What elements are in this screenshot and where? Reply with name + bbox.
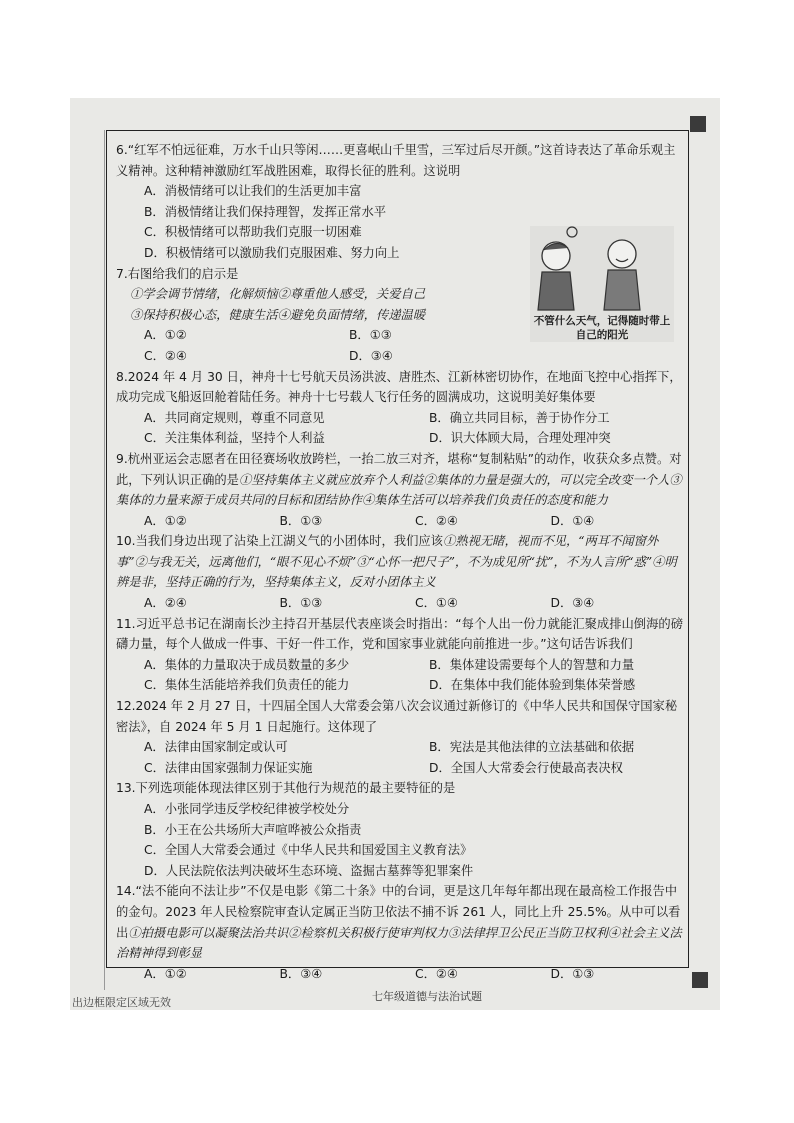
question-7 bbox=[116, 264, 526, 367]
option-d: D．全国人大常委会行使最高表决权 bbox=[429, 760, 623, 775]
option-b: B．集体建设需要每个人的智慧和力量 bbox=[429, 657, 635, 672]
option-a: A．②④ bbox=[144, 596, 187, 611]
option-row bbox=[116, 593, 686, 614]
question-stem: 13.下列选项能体现法律区别于其他行为规范的最主要特征的是 bbox=[116, 781, 456, 796]
page-footer: 七年级道德与法治试题 bbox=[372, 990, 482, 1003]
question-12 bbox=[116, 696, 686, 778]
option-c: C．集体生活能培养我们负责任的能力 bbox=[144, 678, 350, 693]
option-d: D．人民法院依法判决破坏生态环境、盗掘古墓葬等犯罪案件 bbox=[144, 863, 474, 878]
question-stem bbox=[116, 449, 686, 511]
option-a: A．①② bbox=[144, 328, 187, 343]
option-row bbox=[116, 428, 686, 449]
cartoon-figures bbox=[530, 226, 674, 314]
option-a: A．消极情绪可以让我们的生活更加丰富 bbox=[144, 184, 362, 199]
option-c: C．②④ bbox=[144, 348, 187, 363]
stem-text: 10.当我们身边出现了沾染上江湖义气的小团体时，我们应该 bbox=[116, 534, 443, 549]
registration-mark-top bbox=[690, 116, 706, 132]
option-row bbox=[116, 511, 686, 532]
option-b: B．①③ bbox=[279, 596, 323, 611]
option-row bbox=[116, 964, 686, 985]
option-row bbox=[116, 325, 526, 346]
sun-icon bbox=[567, 227, 577, 237]
option-d: D．①③ bbox=[550, 966, 595, 981]
option-b: B．①③ bbox=[349, 328, 392, 343]
option-b: B．小王在公共场所大声喧哗被公众指责 bbox=[144, 822, 362, 837]
option-c: C．全国人大常委会通过《中华人民共和国爱国主义教育法》 bbox=[144, 843, 473, 858]
option-a: A．共同商定规则，尊重不同意见 bbox=[144, 410, 325, 425]
figure-body bbox=[604, 270, 640, 310]
question-11 bbox=[116, 614, 686, 696]
option-d: D．③④ bbox=[550, 596, 595, 611]
question-9 bbox=[116, 449, 686, 531]
option-d: D．积极情绪可以激励我们克服困难、努力向上 bbox=[144, 245, 400, 260]
option-b: B．消极情绪让我们保持理智，发挥正常水平 bbox=[144, 204, 387, 219]
stem-text: 9.杭州亚运会志愿者在田径赛场收放跨栏，一抬二放三对齐，堪称“复制粘贴”的动作，收获众多点赞。对此，下列认识正确的是 bbox=[116, 451, 682, 487]
option-a: A．法律由国家制定或认可 bbox=[144, 740, 288, 755]
option-row bbox=[116, 408, 686, 429]
option-row bbox=[116, 737, 686, 758]
option-a: A．①② bbox=[144, 513, 187, 528]
option-b: B．①③ bbox=[279, 513, 323, 528]
stem-text: 14.“法不能向不法让步”不仅是电影《第二十条》中的台词，更是这几年每年都出现在最高检工作报告中的金句。2023 年人民检察院审查认定属正当防卫依法不捕不诉 261 人，同比上升 25.5%。从中可以看出 bbox=[116, 884, 681, 940]
option-b: B．③④ bbox=[279, 966, 323, 981]
option-b: B．确立共同目标，善于协作分工 bbox=[429, 410, 610, 425]
question-10 bbox=[116, 531, 686, 613]
option-c: C．②④ bbox=[415, 513, 458, 528]
question-stem: 12.2024 年 2 月 27 日，十四届全国人大常委会第八次会议通过新修订的《中华人民共和国保守国家秘密法》，自 2024 年 5 月 1 日起施行。这体现了 bbox=[116, 699, 678, 734]
question-8 bbox=[116, 367, 686, 449]
option-c: C．法律由国家强制力保证实施 bbox=[144, 760, 313, 775]
option-c: C．②④ bbox=[415, 966, 458, 981]
option-c: C．积极情绪可以帮助我们克服一切困难 bbox=[144, 225, 362, 240]
option-row bbox=[116, 675, 686, 696]
question-stem: 8.2024 年 4 月 30 日，神舟十七号航天员汤洪波、唐胜杰、江新林密切协作，在地面飞控中心指挥下，成功完成飞船返回舱着陆任务。神舟十七号载人飞行任务的圆满成功，这说明美好集体要 bbox=[116, 369, 682, 405]
option-d: D．①④ bbox=[550, 513, 595, 528]
option-row bbox=[116, 655, 686, 676]
option-row bbox=[116, 758, 686, 779]
statements: ①坚持集体主义就应放弃个人利益②集体的力量是强大的，可以完全改变一个人③集体的力量来源于成员共同的目标和团结协作④集体生活可以培养我们负责任的态度和能力 bbox=[116, 472, 682, 508]
smiling-face bbox=[608, 240, 636, 268]
statement-line: ③保持积极心态，健康生活④避免负面情绪，传递温暖 bbox=[130, 307, 426, 322]
statements: ①熟视无睹，视而不见，“两耳不闻窗外事”②与我无关，远离他们，“眼不见心不烦”③“心怀一把尺子”，不为成见所“扰”，不为人言所“惑”④明辨是非，坚持正确的行为，坚持集体主义，反对小团体主义 bbox=[116, 534, 677, 590]
binding-margin bbox=[70, 130, 105, 990]
option-c: C．①④ bbox=[415, 596, 458, 611]
option-d: D．③④ bbox=[349, 348, 393, 363]
option-d: D．在集体中我们能体验到集体荣誉感 bbox=[429, 678, 636, 693]
question-stem: 11.习近平总书记在湖南长沙主持召开基层代表座谈会时指出：“每个人出一份力就能汇聚成排山倒海的磅礴力量，每个人做成一件事、干好一件工作，党和国家事业就能向前推进一步。”这句话告诉我们 bbox=[116, 616, 683, 652]
option-a: A．小张同学违反学校纪律被学校处分 bbox=[144, 802, 350, 816]
option-row bbox=[116, 346, 526, 367]
statement-line: ①学会调节情绪，化解烦恼②尊重他人感受，关爱自己 bbox=[130, 287, 426, 302]
question-stem: 7.右图给我们的启示是 bbox=[116, 266, 239, 281]
option-c: C．关注集体利益，坚持个人利益 bbox=[144, 431, 325, 446]
cartoon-illustration bbox=[530, 226, 674, 342]
option-a: A．集体的力量取决于成员数量的多少 bbox=[144, 657, 350, 672]
option-a: A．①② bbox=[144, 966, 187, 981]
question-13 bbox=[116, 778, 686, 881]
option-d: D．识大体顾大局，合理处理冲突 bbox=[429, 431, 611, 446]
statements: ①拍摄电影可以凝聚法治共识②检察机关积极行使审判权力③法律捍卫公民正当防卫权利④社会主义法治精神得到彰显 bbox=[116, 925, 682, 961]
question-14 bbox=[116, 881, 686, 984]
figure-body bbox=[538, 272, 574, 310]
question-stem bbox=[116, 531, 686, 593]
cartoon-caption: 不管什么天气，记得随时带上自己的阳光 bbox=[533, 315, 671, 341]
margin-warning: 出边框限定区域无效 bbox=[72, 996, 171, 1009]
question-stem: 6.“红军不怕远征难，万水千山只等闲……更喜岷山千里雪，三军过后尽开颜。”这首诗表达了革命乐观主义精神。这种精神激励红军战胜困难，取得长征的胜利。这说明 bbox=[116, 143, 676, 178]
option-b: B．宪法是其他法律的立法基础和依据 bbox=[429, 740, 635, 755]
registration-mark-bottom bbox=[692, 972, 708, 988]
question-stem bbox=[116, 881, 686, 963]
